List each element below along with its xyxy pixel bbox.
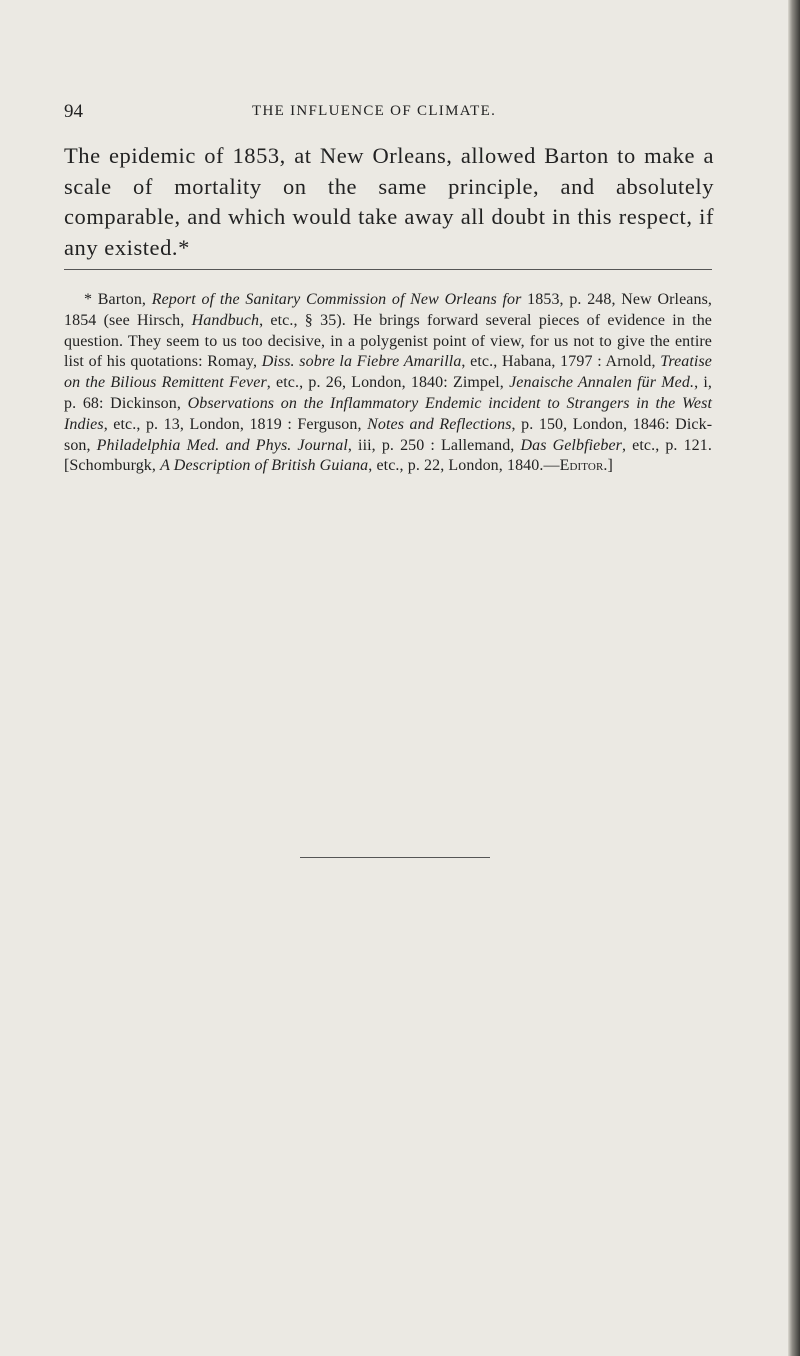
footnote-segment: 1853, p. 248, New Orleans, 1854 (see Hirsch, <box>64 291 713 329</box>
footnote-segment: Editor <box>559 457 604 475</box>
footnote-segment: .] <box>603 457 613 475</box>
footnote-segment: Report of the Sanitary Commission of New Orleans for <box>151 291 522 308</box>
footnote-segment: Jenaische Annalen für Med. <box>509 374 695 392</box>
footnote <box>64 290 712 477</box>
end-rule <box>300 857 490 858</box>
footnote-segment: Treatise on the Bilious Remittent Fever <box>64 353 713 392</box>
footnote-segment: Philadelphia Med. and Phys. Journal <box>96 436 348 454</box>
footnote-segment: , i, p. 68: Dickinson, <box>64 374 713 412</box>
footnote-segment: Handbuch <box>191 311 260 329</box>
footnote-segment: , p. 150, London, 1846: Dickson, <box>64 415 713 454</box>
running-head: THE INFLUENCE OF CLIMATE. <box>252 103 497 119</box>
footnote-body <box>64 291 712 474</box>
footnote-segment: , iii, p. 250 : Lallemand, <box>347 436 521 454</box>
footnote-segment: , etc., p. 26, London, 1840: Zimpel, <box>266 374 510 392</box>
footnote-segment: , etc., p. 13, London, 1819 : Ferguson, <box>103 415 368 433</box>
footnote-segment: , etc., p. 22, London, 1840.— <box>368 457 560 475</box>
footnote-segment: , etc., p. 121. [Schomburgk, <box>64 436 712 475</box>
page-number: 94 <box>64 101 83 122</box>
footnote-segment: Das Gelbfieber <box>520 436 622 454</box>
footnote-marker: * <box>84 291 93 308</box>
footnote-segment: , etc., Habana, 1797 : Arnold, <box>461 353 661 371</box>
page-header <box>64 101 712 123</box>
footnote-separator <box>64 269 712 270</box>
footnote-segment: Observations on the Inflammatory Endemic incident to Strangers in the West Indies <box>64 394 712 433</box>
footnote-segment: A Description of British Guiana <box>160 457 369 475</box>
footnote-segment: Diss. sobre la Fiebre Amarilla <box>261 353 462 371</box>
footnote-segment: Barton, <box>92 291 152 308</box>
footnote-segment: , etc., § 35). He brings forward several pieces of evidence in the question. They seem to us too decisive, in a polygenist point of view, for us not to give the entire list of his quotations: Romay, <box>64 311 713 371</box>
page-edge-shadow <box>788 0 800 1356</box>
footnote-segment: Notes and Reflections <box>367 415 512 433</box>
body-paragraph: The epidemic of 1853, at New Orleans, allowed Barton to make a scale of mortality on the same principle, and absolutely comparable, and which would take away all doubt in this respect, if any existed.* <box>64 143 714 260</box>
